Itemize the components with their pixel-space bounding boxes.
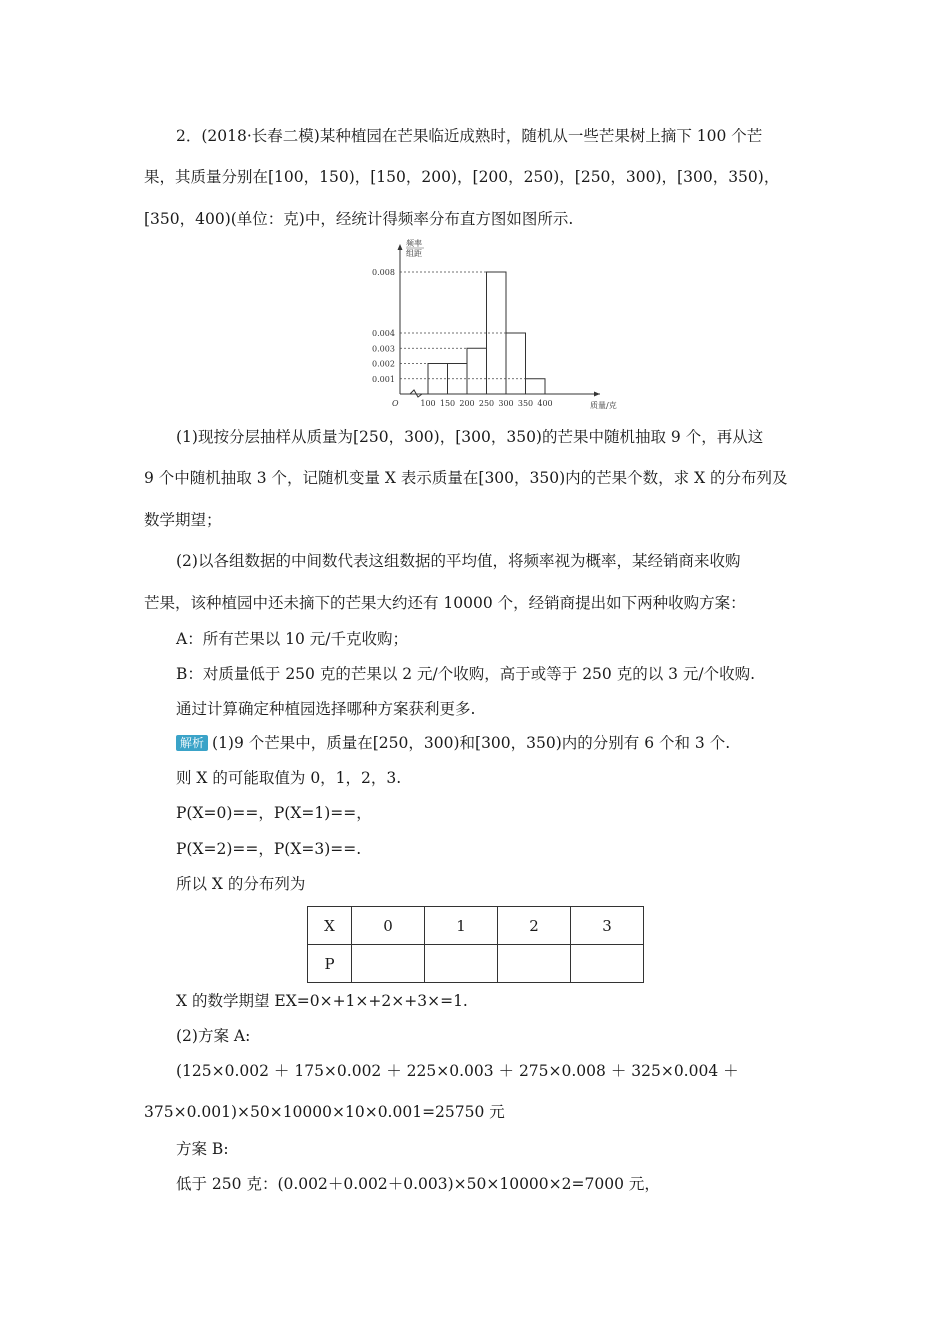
problem-line-1: 2．(2018·长春二模)某种植园在芒果临近成熟时，随机从一些芒果树上摘下 100 个芒: [176, 127, 763, 145]
table-cell: 2: [498, 907, 571, 945]
frequency-histogram: [360, 238, 620, 418]
table-cell: X: [308, 907, 352, 945]
x-tick-label: 100: [420, 399, 436, 408]
solution-line-3: P(X=0)==，P(X=1)==，: [176, 804, 372, 822]
part2-line-2: 芒果，该种植园中还未摘下的芒果大约还有 10000 个，经销商提出如下两种收购方案：: [144, 594, 746, 612]
solution-line-10: 方案 B:: [176, 1140, 229, 1158]
table-cell: [498, 945, 571, 983]
origin-label: O: [392, 399, 399, 408]
histogram-bar: [467, 348, 487, 394]
part1-line-3: 数学期望；: [144, 511, 222, 529]
option-a: A：所有芒果以 10 元/千克收购；: [176, 630, 408, 648]
solution-line-8: (125×0.002 ＋ 175×0.002 ＋ 225×0.003 ＋ 275×0.008 ＋ 325×0.004 ＋: [176, 1062, 739, 1080]
solution-badge: 解析: [176, 735, 208, 751]
solution-text-1: (1)9 个芒果中，质量在[250，300)和[300，350)内的分别有 6 个和 3 个.: [212, 734, 731, 752]
option-b: B：对质量低于 250 克的芒果以 2 元/个收购，高于或等于 250 克的以 3 元/个收购.: [176, 665, 756, 683]
y-axis-arrow-icon: [398, 244, 403, 250]
table-cell: P: [308, 945, 352, 983]
problem-line-2: 果，其质量分别在[100，150)，[150，200)，[200，250)，[250，300)，[300，350)，: [144, 168, 780, 186]
solution-line-5: 所以 X 的分布列为: [176, 875, 306, 893]
table-cell: 3: [571, 907, 644, 945]
solution-line-2: 则 X 的可能取值为 0，1，2，3.: [176, 769, 402, 787]
x-axis-arrow-icon: [594, 392, 600, 397]
part2-question: 通过计算确定种植园选择哪种方案获利更多.: [176, 700, 476, 718]
x-tick-label: 400: [537, 399, 553, 408]
y-tick-label: 0.008: [372, 268, 395, 277]
x-axis-label: 质量/克: [590, 401, 617, 410]
solution-line-7: (2)方案 A:: [176, 1027, 251, 1045]
problem-line-3: [350，400)(单位：克)中，经统计得频率分布直方图如图所示.: [144, 210, 574, 228]
y-tick-label: 0.003: [372, 344, 395, 354]
part2-line-1: (2)以各组数据的中间数代表这组数据的平均值，将频率视为概率，某经销商来收购: [176, 552, 741, 570]
y-tick-label: 0.004: [372, 329, 395, 338]
part1-line-1: (1)现按分层抽样从质量为[250，300)，[300，350)的芒果中随机抽取 9 个，再从这: [176, 428, 764, 446]
y-axis-label-bottom: 组距: [406, 249, 422, 258]
distribution-table: [307, 906, 644, 983]
table-cell: [352, 945, 425, 983]
histogram-bar: [526, 379, 546, 394]
part1-line-2: 9 个中随机抽取 3 个，记随机变量 X 表示质量在[300，350)内的芒果个数，求 X 的分布列及: [144, 469, 788, 487]
x-tick-label: 200: [459, 399, 475, 408]
y-tick-label: 0.001: [372, 374, 395, 384]
solution-line-6: X 的数学期望 EX=0×+1×+2×+3×=1.: [176, 992, 468, 1010]
y-axis-label-top: 频率: [406, 239, 422, 248]
y-tick-label: 0.002: [372, 359, 395, 369]
x-tick-label: 300: [498, 399, 514, 408]
x-tick-label: 150: [439, 399, 456, 408]
solution-line-1: [176, 732, 730, 754]
x-tick-label: 250: [478, 399, 495, 408]
table-row: [308, 945, 644, 983]
histogram-bar: [506, 333, 526, 394]
table-cell: 1: [425, 907, 498, 945]
solution-line-4: P(X=2)==，P(X=3)==.: [176, 840, 362, 858]
table-cell: [571, 945, 644, 983]
table-cell: 0: [352, 907, 425, 945]
x-tick-label: 350: [517, 399, 534, 408]
table-row: [308, 907, 644, 945]
solution-line-9: 375×0.001)×50×10000×10×0.001=25750 元: [144, 1103, 505, 1121]
solution-line-11: 低于 250 克：(0.002＋0.002＋0.003)×50×10000×2=7000 元，: [176, 1175, 660, 1193]
table-cell: [425, 945, 498, 983]
